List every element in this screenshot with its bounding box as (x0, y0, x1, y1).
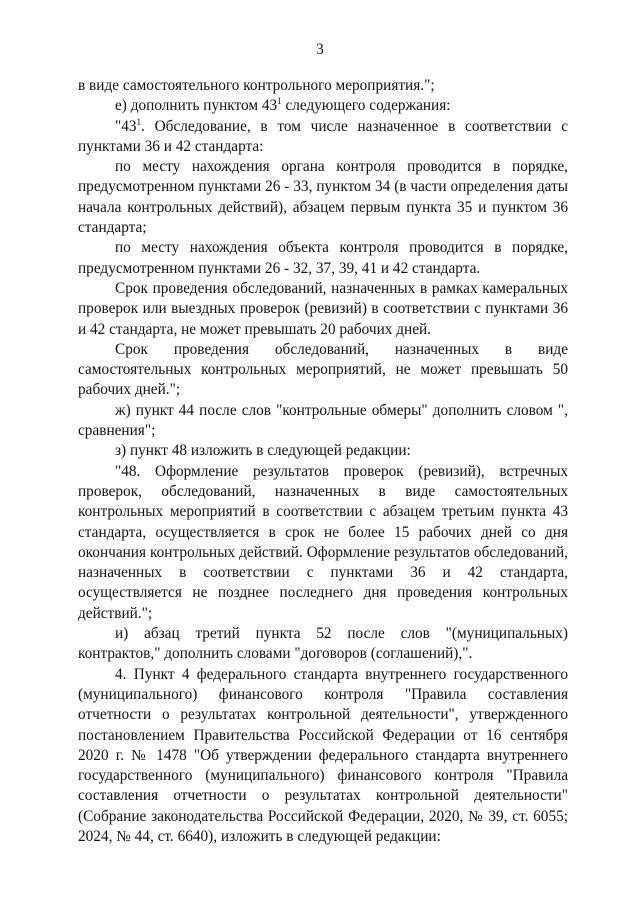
paragraph-text: следующего содержания: (281, 97, 451, 115)
paragraph: по месту нахождения объекта контроля проводится в порядке, предусмотренном пунктами 26 - 32, 37, 39, 41 и 42 стандарта. (78, 239, 568, 277)
paragraph: Срок проведения обследований, назначенных в виде самостоятельных контрольных мероприятий, не может превышать 50 рабочих дней."; (78, 340, 568, 399)
paragraph-text: "43 (115, 117, 137, 135)
superscript: 1 (136, 116, 142, 127)
paragraph: по месту нахождения органа контроля проводится в порядке, предусмотренном пунктами 26 - 33, пунктом 34 (в части определения даты начала контрольных действий), абзацем первым пункта 35 и пунктом 36 стандарта; (78, 158, 568, 237)
paragraph: и) абзац третий пункта 52 после слов "(муниципальных) контрактов," дополнить словами "договоров (соглашений),". (78, 625, 568, 663)
paragraph: в виде самостоятельного контрольного мероприятия."; (78, 77, 435, 94)
document-body (78, 76, 568, 847)
superscript: 1 (277, 96, 282, 107)
paragraph-text: . Обследование, в том числе назначенное в соответствии с пунктами 36 и 42 стандарта: (78, 117, 568, 155)
paragraph: Срок проведения обследований, назначенных в рамках камеральных проверок или выездных проверок (ревизий) в соответствии с пунктами 36 и 42 стандарта, не может превышать 20 рабочих дней. (78, 279, 568, 338)
paragraph: "48. Оформление результатов проверок (ревизий), встречных проверок, обследований, назначенных в виде самостоятельных контрольных мероприятий в соответствии с абзацем третьим пункта 43 стандарта, осуществляется в срок не более 15 рабочих дней со дня окончания контрольных действий. Оформление результатов обследований, назначенных в соответствии с пунктами 36 и 42 стандарта, осуществляется не позднее последнего дня проведения контрольных действий."; (78, 462, 568, 622)
paragraph-text: е) дополнить пунктом 43 (115, 97, 278, 115)
paragraph: 4. Пункт 4 федерального стандарта внутреннего государственного (муниципального) финансового контроля "Правила составления отчетности о результатах контрольной деятельности", утвержденного постановлением Правительства Российской Федерации от 16 сентября 2020 г. № 1478 "Об утверждении федерального стандарта внутреннего государственного (муниципального) финансового контроля "Правила составления отчетности о результатах контрольной деятельности" (Собрание законодательства Российской Федерации, 2020, № 39, ст. 6055; 2024, № 44, ст. 6640), изложить в следующей редакции: (78, 665, 568, 845)
paragraph: ж) пункт 44 после слов "контрольные обмеры" дополнить словом ", сравнения"; (78, 401, 568, 440)
paragraph: з) пункт 48 изложить в следующей редакции: (115, 442, 411, 460)
page-number: 3 (316, 41, 324, 58)
paragraph (78, 96, 568, 116)
paragraph (78, 117, 568, 158)
